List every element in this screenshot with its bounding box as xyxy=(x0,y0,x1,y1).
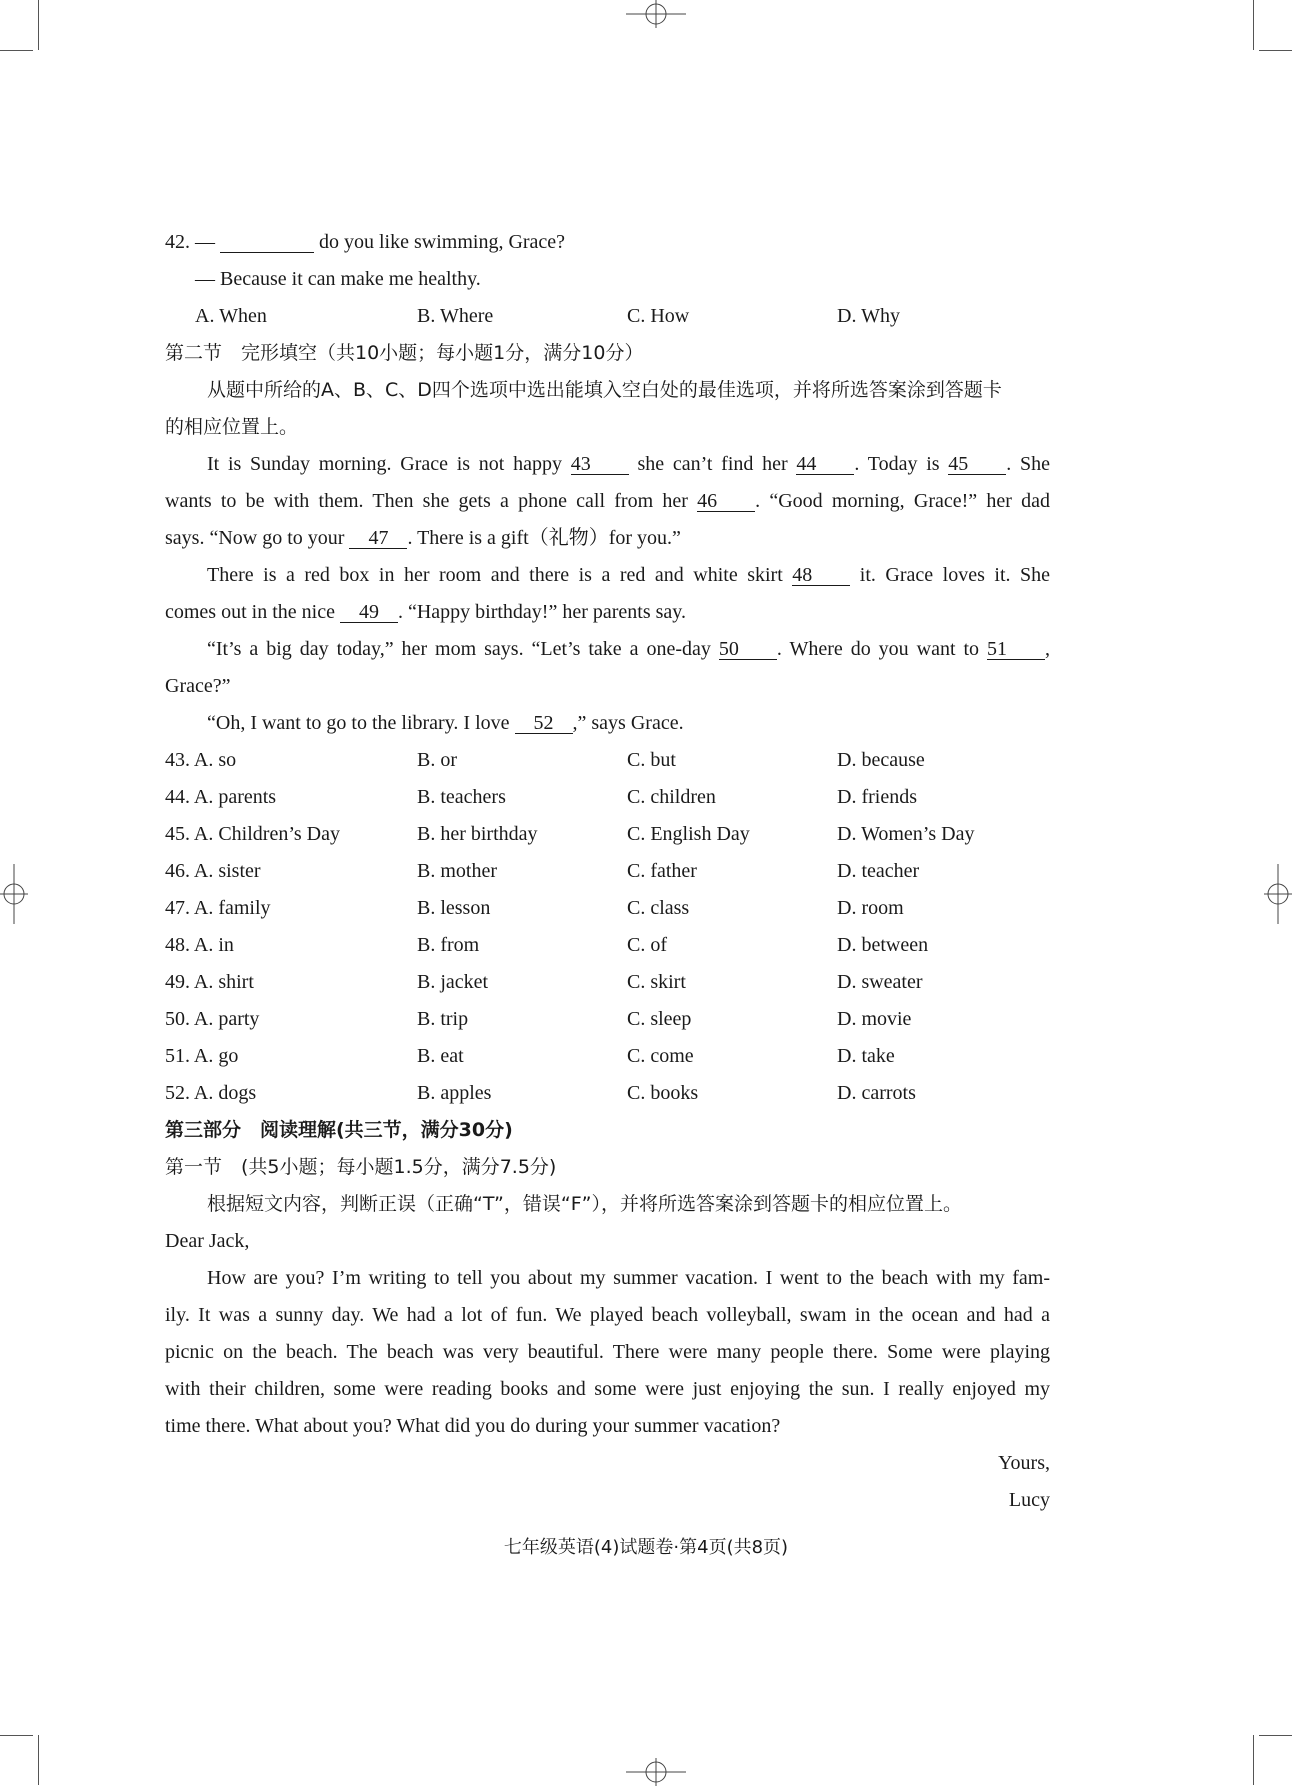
question-row xyxy=(165,927,1050,964)
question-row xyxy=(165,742,1050,779)
option-c: C. of xyxy=(627,934,667,956)
option-a: 52. A. dogs xyxy=(165,1082,257,1104)
option-d: D. between xyxy=(837,934,929,956)
question-row xyxy=(165,1075,1050,1112)
section-instruction: 的相应位置上。 xyxy=(165,416,299,438)
letter-line: picnic on the beach. The beach was very beautiful. There were many people there. Some were playing xyxy=(165,1341,1050,1363)
passage-line: comes out in the nice 49 . “Happy birthday!” her parents say. xyxy=(165,601,686,623)
answer-blank: 48 xyxy=(792,565,850,586)
option-b: B. apples xyxy=(417,1082,492,1104)
question-row xyxy=(165,1038,1050,1075)
question-row xyxy=(165,1001,1050,1038)
letter-closing: Yours, xyxy=(998,1452,1050,1474)
question-42-options xyxy=(165,298,1050,335)
registration-mark-icon xyxy=(0,864,34,924)
question-42-reply: — Because it can make me healthy. xyxy=(195,268,481,290)
answer-blank: 43 xyxy=(571,454,629,475)
option-a: 45. A. Children’s Day xyxy=(165,823,340,845)
option-c: C. father xyxy=(627,860,697,882)
option-d: D. movie xyxy=(837,1008,912,1030)
option-a: 43. A. so xyxy=(165,749,237,771)
option-c: C. class xyxy=(627,897,690,919)
option-d: D. room xyxy=(837,897,904,919)
passage-line: “It’s a big day today,” her mom says. “Let’s take a one-day 50 . Where do you want to 51 , xyxy=(207,638,1050,660)
option-b: B. lesson xyxy=(417,897,491,919)
option-a: 47. A. family xyxy=(165,897,271,919)
question-row xyxy=(165,964,1050,1001)
letter-signature: Lucy xyxy=(1008,1489,1050,1511)
registration-mark-icon xyxy=(1258,864,1292,924)
page-footer: 七年级英语(4)试题卷·第4页(共8页) xyxy=(503,1537,789,1558)
cloze-question-list xyxy=(165,742,1050,1112)
option-b: B. her birthday xyxy=(417,823,538,845)
question-row xyxy=(165,853,1050,890)
passage-line: says. “Now go to your 47 . There is a gift（礼物）for you.” xyxy=(165,527,681,549)
answer-blank xyxy=(220,232,314,253)
option-a: 49. A. shirt xyxy=(165,971,254,993)
answer-blank: 47 xyxy=(349,528,407,549)
answer-blank: 49 xyxy=(340,602,398,623)
crop-mark xyxy=(1253,1735,1254,1785)
answer-blank: 51 xyxy=(987,639,1045,660)
option-d: D. teacher xyxy=(837,860,920,882)
option-d: D. take xyxy=(837,1045,895,1067)
section-instruction: 根据短文内容，判断正误（正确“T”，错误“F”），并将所选答案涂到答题卡的相应位置上。 xyxy=(207,1193,962,1215)
answer-blank: 46 xyxy=(697,491,755,512)
registration-mark-icon xyxy=(626,1752,686,1792)
question-row xyxy=(165,816,1050,853)
option-c: C. but xyxy=(627,749,676,771)
option-b: B. from xyxy=(417,934,480,956)
option-a: 51. A. go xyxy=(165,1045,239,1067)
option-b: B. jacket xyxy=(417,971,489,993)
answer-blank: 44 xyxy=(796,454,854,475)
question-row xyxy=(165,890,1050,927)
passage-line: It is Sunday morning. Grace is not happy 43 she can’t find her 44 . Today is 45 . She xyxy=(207,453,1050,475)
answer-blank: 50 xyxy=(719,639,777,660)
passage-line: Grace?” xyxy=(165,675,231,697)
letter-line: How are you? I’m writing to tell you about my summer vacation. I went to the beach with my fam- xyxy=(207,1267,1050,1289)
part-heading: 第三部分 阅读理解(共三节，满分30分) xyxy=(165,1119,513,1141)
option-d: D. carrots xyxy=(837,1082,916,1104)
passage-line: There is a red box in her room and there is a red and white skirt 48 it. Grace loves it. She xyxy=(207,564,1050,586)
option-d: D. because xyxy=(837,749,925,771)
option-b: B. trip xyxy=(417,1008,469,1030)
passage-line: “Oh, I want to go to the library. I love 52 ,” says Grace. xyxy=(207,712,684,734)
option-c: C. books xyxy=(627,1082,699,1104)
option-c: C. skirt xyxy=(627,971,686,993)
question-row xyxy=(165,779,1050,816)
section-heading: 第二节 完形填空（共10小题；每小题1分，满分10分） xyxy=(165,342,644,364)
crop-mark xyxy=(1253,0,1254,50)
option-a: 48. A. in xyxy=(165,934,234,956)
option-d: D. Why xyxy=(837,305,900,327)
passage-line: wants to be with them. Then she gets a phone call from her 46 . “Good morning, Grace!” her dad xyxy=(165,490,1050,512)
answer-blank: 45 xyxy=(948,454,1006,475)
option-b: B. mother xyxy=(417,860,497,882)
crop-mark xyxy=(0,1735,33,1736)
section-heading: 第一节 (共5小题；每小题1.5分，满分7.5分) xyxy=(165,1156,557,1178)
option-c: C. children xyxy=(627,786,716,808)
crop-mark xyxy=(38,0,39,50)
option-a: 50. A. party xyxy=(165,1008,260,1030)
option-a: 46. A. sister xyxy=(165,860,261,882)
crop-mark xyxy=(1259,1735,1292,1736)
option-c: C. come xyxy=(627,1045,694,1067)
letter-line: ily. It was a sunny day. We had a lot of fun. We played beach volleyball, swam in the ocean and had a xyxy=(165,1304,1050,1326)
section-instruction: 从题中所给的A、B、C、D四个选项中选出能填入空白处的最佳选项，并将所选答案涂到答题卡 xyxy=(207,379,1002,401)
option-c: C. English Day xyxy=(627,823,750,845)
letter-line: with their children, some were reading books and some were just enjoying the sun. I really enjoyed my xyxy=(165,1378,1050,1400)
answer-blank: 52 xyxy=(515,713,573,734)
option-d: D. Women’s Day xyxy=(837,823,975,845)
question-42-prompt: 42. — do you like swimming, Grace? xyxy=(165,231,566,253)
option-a: A. When xyxy=(195,305,267,327)
option-b: B. or xyxy=(417,749,457,771)
option-b: B. Where xyxy=(417,305,494,327)
option-d: D. sweater xyxy=(837,971,923,993)
option-d: D. friends xyxy=(837,786,917,808)
option-a: 44. A. parents xyxy=(165,786,277,808)
crop-mark xyxy=(38,1735,39,1785)
letter-line: time there. What about you? What did you do during your summer vacation? xyxy=(165,1415,781,1437)
option-c: C. How xyxy=(627,305,690,327)
letter-greeting: Dear Jack, xyxy=(165,1230,250,1252)
option-b: B. eat xyxy=(417,1045,464,1067)
crop-mark xyxy=(0,50,33,51)
option-b: B. teachers xyxy=(417,786,506,808)
exam-content xyxy=(165,224,1050,1519)
option-c: C. sleep xyxy=(627,1008,692,1030)
crop-mark xyxy=(1259,50,1292,51)
registration-mark-icon xyxy=(626,0,686,34)
